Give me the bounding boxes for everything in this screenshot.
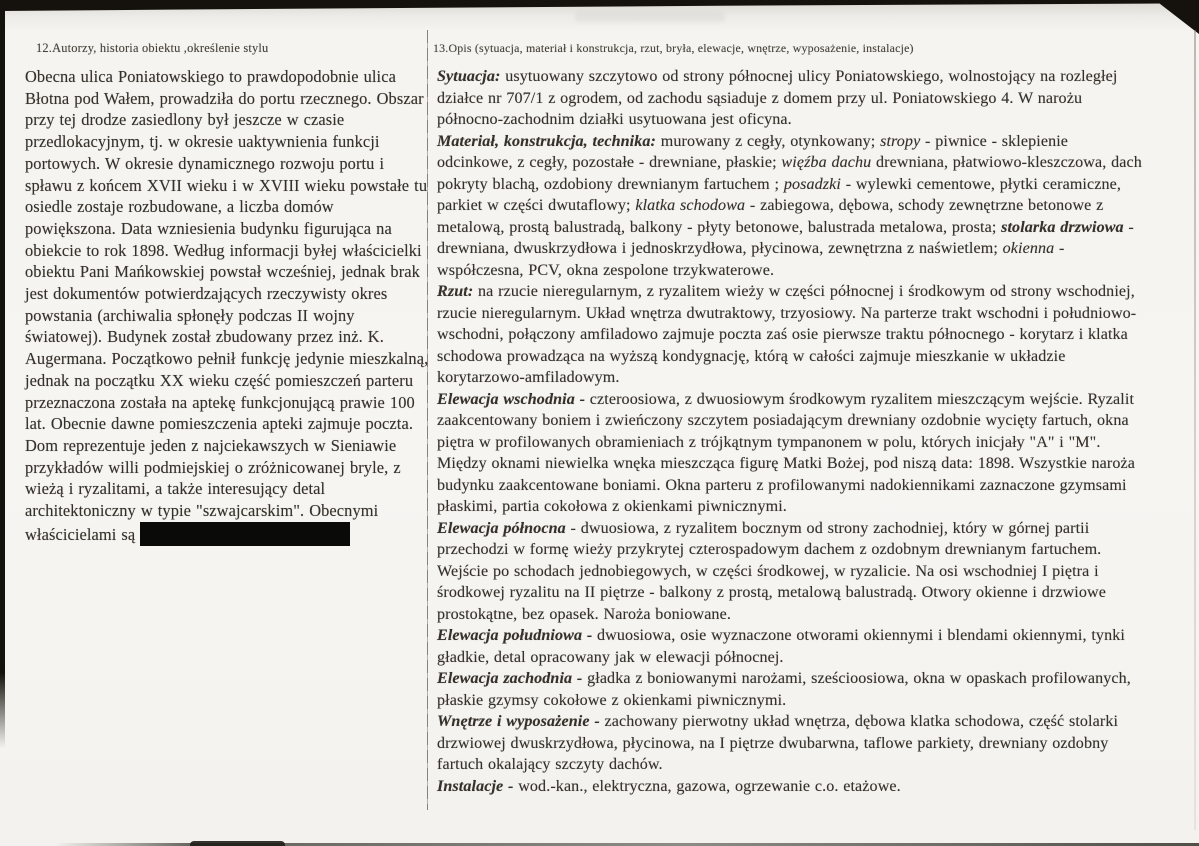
text-segment: - wylewki cementowe, płytki ceramiczne, parkiet w części dwutaflowy; [437, 175, 1122, 214]
text-segment: - współczesna, PCV, okna zespolone trzykwaterowe. [437, 240, 1065, 279]
text-segment: Elewacja północna [437, 519, 571, 537]
text-segment: drewniana, płatwiowo-kleszczowa, dach pokryty blachą, ozdobiony drewnianym fartuchem ; [437, 154, 1142, 193]
scan-bottom-blob-artifact [190, 841, 285, 846]
paragraph [437, 389, 1144, 518]
paragraph [437, 281, 1144, 389]
text-segment: dwuosiowa, osie wyznaczone otworami okiennymi i blendami okiennymi, tynki gładkie, detal opracowany jak w elewacji północnej. [437, 627, 1125, 666]
text-segment: Elewacja wschodnia - [437, 390, 586, 408]
text-segment: na rzucie nieregularnym, z ryzalitem wieży w części północnej i środkowym od strony wschodniej, rzucie nieregularnym. Układ wnętrza dwutraktowy, trzyosiowy. Na parterze trakt wschodni i południowo-wschodni, połączony amfiladowo zajmuje poczta zaś osie pierwsze traktu północnego - korytarz i klatka schodowa prowadząca na wyższą kondygnację, którą w całości zajmuje mieszkanie w układzie korytarzowo-amfiladowym. [437, 283, 1137, 386]
paragraph [437, 131, 1144, 282]
text-segment: Obecna ulica Poniatowskiego to prawdopodobnie ulica Błotna pod Wałem, prowadziła do portu rzecznego. Obszar przy tej drodze zasiedlony był jeszcze w czasie przedlokacyjnym, tj. w okresie uaktywnienia funkcji portowych. W okresie dynamicznego rozwoju portu i spławu z końcem XVII wieku i w XVIII wieku powstałe tu osiedle zostaje rozbudowane, a liczba domów powiększona. Data wzniesienia budynku figurująca na obiekcie to rok 1898. Według informacji byłej właścicielki obiektu Pani Mańkowskiej powstał wcześniej, jednak brak jest dokumentów potwierdzających rzeczywisty okres powstania (archiwalia spłonęły podczas II wojny światowej). Budynek został zbudowany przez inż. K. Augermana. Początkowo pełnił funkcję jedynie mieszkalną, jednak na początku XX wieku część pomieszczeń parteru przeznaczona została na aptekę funkcjonującą prawie 100 lat. Obecnie dawne pomieszczenia apteki zajmuje poczta. [25, 67, 429, 434]
text-segment: Wnętrze i wyposażenie - [437, 713, 600, 730]
scan-smudge-artifact [575, 12, 725, 22]
section-12-header: 12.Autorzy, historia obiektu ,określenie stylu [36, 41, 269, 55]
text-segment: Dom reprezentuje jeden z najciekawszych w Sieniawie przykładów willi podmiejskiej o zróżnicowanej bryle, z wieżą i ryzalitami, a także interesujący detal architektoniczny w typie "szwajcarskim". Obecnymi właścicielami są [25, 435, 401, 544]
text-segment: - piwnice - sklepienie odcinkowe, z cegły, pozostałe - drewniane, płaskie; [437, 132, 1069, 171]
text-segment: stolarka drzwiowa [1001, 218, 1124, 236]
text-segment: czteroosiowa, z dwuosiowym środkowym ryzalitem mieszczącym wejście. Ryzalit zaakcentowany boniem i zwieńczony szczytem posiadającym drewniany ozdobnie wycięty fartuch, okna piętra w profilowanych obramieniach z trójkątnym tympanonem w polu, których inicjały "A" i "M". Między oknami niewielka wnęka mieszcząca figurę Matki Bożej, pod niszą data: 1898. Wszystkie naroża budynku zaakcentowane boniami. Okna parteru z profilowanymi nadokiennikami zaznaczone gzymsami płaskimi, partia cokołowa z okienkami piwnicznymi. [437, 390, 1136, 515]
paragraph [437, 711, 1144, 776]
scan-left-edge-artifact [0, 0, 5, 748]
text-segment: stropy [880, 132, 921, 150]
text-segment: gładka z boniowanymi narożami, sześcioosiowa, okna w opaskach profilowanych, płaskie gzymsy cokołowe z okienkami piwnicznymi. [437, 670, 1131, 709]
text-segment: Elewacja południowa - [437, 627, 593, 644]
text-segment: - zabiegowa, dębowa, schody zewnętrzne betonowe z metalową, prostą balustradą, balkony - płyty betonowe, balustrada metalowa, prosta; [437, 197, 1104, 236]
text-segment: Materiał, konstrukcja, technika: [437, 132, 657, 150]
redaction-bar [140, 522, 350, 546]
paragraph [437, 625, 1144, 668]
section-13-header: 13.Opis (sytuacja, materiał i konstrukcja, rzut, bryła, elewacje, wnętrze, wyposażenie, instalacje) [433, 41, 914, 55]
text-segment: więźba dachu [781, 154, 872, 171]
paragraph [437, 518, 1144, 626]
paragraph [25, 66, 429, 435]
text-segment: Sytuacja: [437, 68, 501, 85]
text-segment: - drewniana, dwuskrzydłowa i jednoskrzydłowa, płycinowa, zewnętrzna z naświetlem; [437, 218, 1134, 257]
text-segment: - dwuosiowa, z ryzalitem bocznym od strony zachodniej, który w górnej partii przechodzi w formę wieży przykrytej czterospadowym dachem z ozdobnym drewnianym fartuchem. Wejście po schodach jednobiegowych, w części środkowej, w ryzalicie. Na osi wschodniej I piętra i środkowej ryzalitu na II piętrze - balkony z prostą, metalową balustradą. Otwory okienne i drzwiowe prostokątne, bez opasek. Naroża boniowane. [437, 519, 1106, 623]
description-text [437, 66, 1144, 797]
text-segment: Instalacje - [437, 777, 514, 795]
scan-top-edge-artifact [0, 0, 1199, 11]
paragraph [437, 776, 1144, 798]
history-and-style-text [25, 66, 429, 546]
scan-top-right-corner-artifact [1155, 0, 1199, 34]
text-segment: wod.-kan., elektryczna, gazowa, ogrzewanie c.o. etażowe. [513, 777, 901, 795]
text-segment: usytuowany szczytowo od strony północnej ulicy Poniatowskiego, wolnostojący na rozległej działce nr 707/1 z ogrodem, od zachodu sąsiaduje z domem przy ul. Poniatowskiego 4. W narożu północno-zachodnim działki usytuowana jest oficyna. [437, 68, 1118, 128]
text-segment: Elewacja zachodnia - [437, 670, 583, 687]
text-segment: klatka schodowa [635, 197, 746, 214]
text-segment: okienna [1002, 240, 1055, 257]
scan-right-edge-shadow [1194, 30, 1196, 830]
text-segment: posadzki [783, 175, 841, 193]
paragraph [437, 668, 1144, 711]
text-segment: Rzut: [437, 283, 474, 300]
paragraph [25, 435, 429, 546]
text-segment: murowany z cegły, otynkowany; [656, 132, 881, 150]
text-segment: zachowany pierwotny układ wnętrza, dębowa klatka schodowa, część stolarki drzwiowej dwuskrzydłowa, płycinowa, na I piętrze dwubarwna, taflowe parkiety, drewniany ozdobny fartuch okalający szczyty dachów. [437, 713, 1119, 773]
paragraph [437, 66, 1144, 131]
